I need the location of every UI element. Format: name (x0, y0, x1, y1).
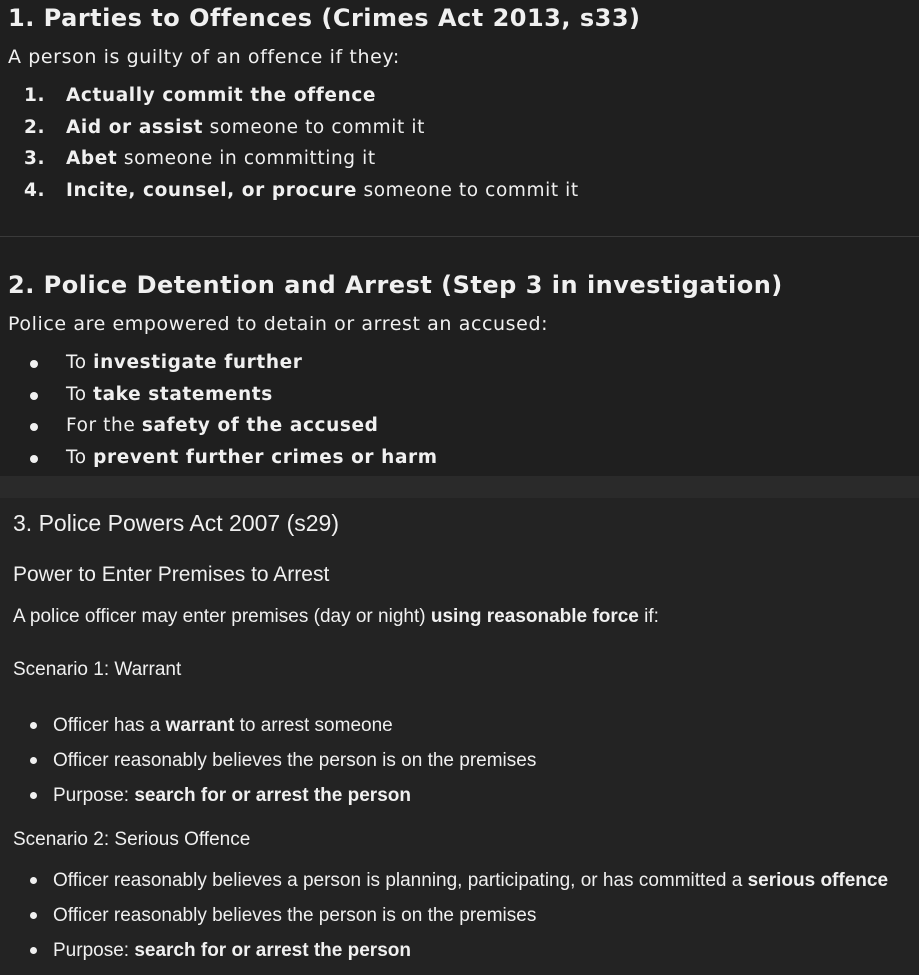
section-3-subtitle: Power to Enter Premises to Arrest (13, 563, 330, 586)
list-item: To investigate further (8, 347, 919, 379)
bullet-icon (30, 877, 37, 884)
bullet-icon (30, 757, 37, 764)
bullet-icon (30, 912, 37, 919)
list-item: Officer reasonably believes a person is planning, participating, or has committed a serious offence (13, 863, 919, 898)
list-item: Officer reasonably believes the person is on the premises (13, 898, 919, 933)
section-divider (0, 236, 919, 237)
section-2-intro: Police are empowered to detain or arrest an accused: (8, 313, 549, 335)
bullet-icon (30, 392, 38, 400)
section-3-paragraph: A police officer may enter premises (day or night) using reasonable force if: (13, 606, 659, 627)
section-1-intro: A person is guilty of an offence if they: (8, 46, 400, 68)
bullet-icon (30, 360, 38, 368)
scenario-2-list (13, 863, 919, 968)
scenario-1-list (13, 708, 919, 813)
parties-and-detention-panel (0, 0, 919, 476)
bullet-icon (30, 423, 38, 431)
bullet-icon (30, 455, 38, 463)
scenario-2-heading: Scenario 2: Serious Offence (13, 829, 251, 850)
section-3-title: 3. Police Powers Act 2007 (s29) (13, 510, 339, 536)
list-item: 3. Abet someone in committing it (24, 148, 376, 169)
list-item: Officer reasonably believes the person is on the premises (13, 743, 919, 778)
bullet-icon (30, 722, 37, 729)
list-item: To prevent further crimes or harm (8, 442, 919, 474)
list-item: 1. Actually commit the offence (24, 85, 377, 106)
list-item: Purpose: search for or arrest the person (13, 778, 919, 813)
scenario-1-heading: Scenario 1: Warrant (13, 659, 182, 680)
section-1-title: 1. Parties to Offences (Crimes Act 2013, s33) (8, 4, 641, 32)
list-item: Purpose: search for or arrest the person (13, 933, 919, 968)
parties-list (8, 80, 919, 206)
detention-reasons-list (8, 347, 919, 473)
list-item: Officer has a warrant to arrest someone (13, 708, 919, 743)
bullet-icon (30, 947, 37, 954)
section-2-title: 2. Police Detention and Arrest (Step 3 in investigation) (8, 271, 783, 299)
list-item: 2. Aid or assist someone to commit it (24, 116, 425, 138)
list-item: For the safety of the accused (8, 410, 919, 442)
bullet-icon (30, 792, 37, 799)
police-powers-panel (0, 476, 919, 975)
list-item: To take statements (8, 379, 919, 411)
list-item: 4. Incite, counsel, or procure someone to commit it (24, 179, 579, 201)
